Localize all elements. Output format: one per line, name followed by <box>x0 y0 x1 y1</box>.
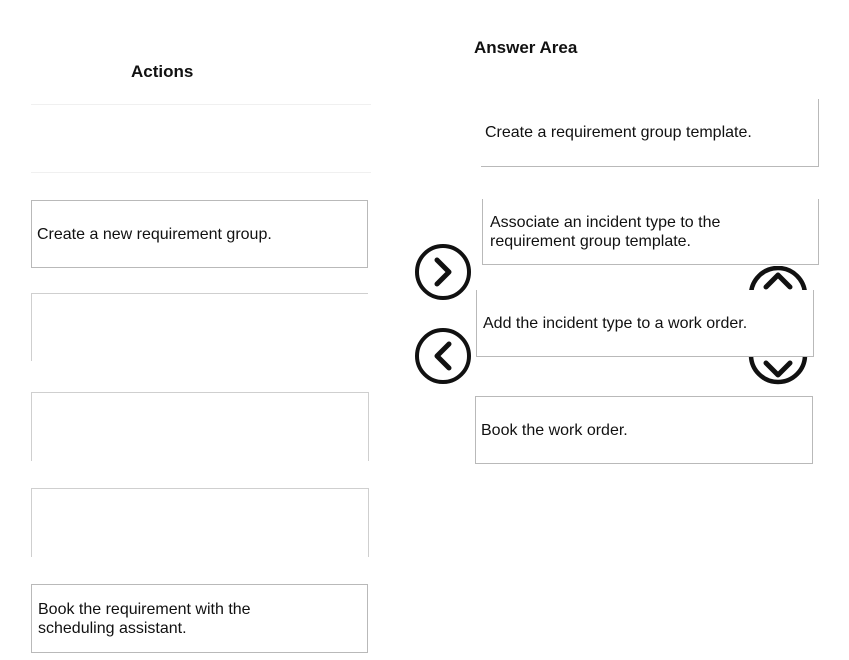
chevron-up-circle-icon <box>747 266 809 292</box>
answer-item-label: Associate an incident type to the requirement group template. <box>490 213 721 250</box>
chevron-left-circle-icon <box>414 327 472 385</box>
answer-item-add-incident[interactable] <box>476 290 814 357</box>
action-item-empty-1[interactable] <box>31 104 371 173</box>
move-up-button[interactable] <box>747 266 809 292</box>
action-item-create-requirement-group[interactable] <box>31 200 368 268</box>
action-item-book-requirement[interactable] <box>31 584 368 653</box>
answer-item-associate-incident[interactable] <box>482 199 819 265</box>
answer-area-heading: Answer Area <box>474 38 578 57</box>
action-item-label: Create a new requirement group. <box>37 225 272 243</box>
answer-item-label: Book the work order. <box>481 421 628 439</box>
move-down-button[interactable] <box>747 356 809 386</box>
action-item-empty-2[interactable] <box>31 293 368 361</box>
action-item-empty-3[interactable] <box>31 392 369 461</box>
action-item-label: Book the requirement with the scheduling assistant. <box>38 600 251 637</box>
answer-item-label: Add the incident type to a work order. <box>483 314 748 332</box>
answer-item-book-work-order[interactable] <box>475 396 813 464</box>
chevron-right-circle-icon <box>414 243 472 301</box>
answer-item-create-template[interactable] <box>481 99 819 167</box>
move-right-button[interactable] <box>414 243 472 301</box>
action-item-empty-4[interactable] <box>31 488 369 557</box>
answer-item-label: Create a requirement group template. <box>485 124 752 141</box>
actions-heading: Actions <box>131 62 194 81</box>
move-left-button[interactable] <box>414 327 472 385</box>
chevron-down-circle-icon <box>747 356 809 386</box>
